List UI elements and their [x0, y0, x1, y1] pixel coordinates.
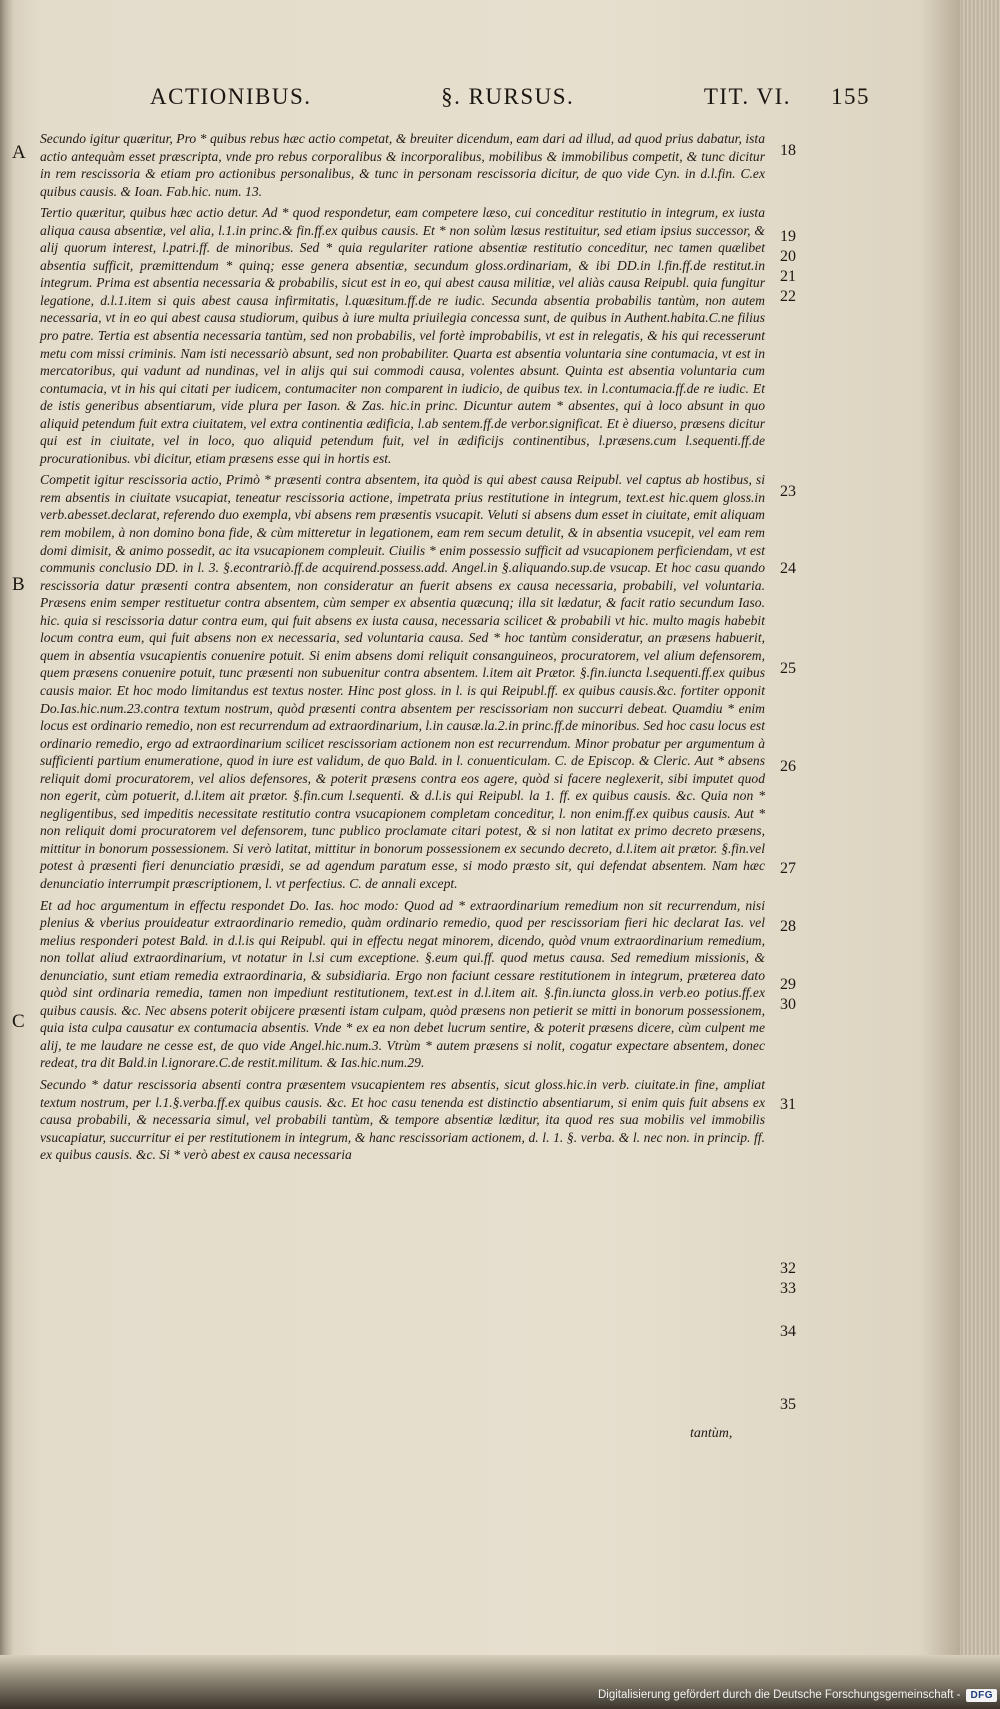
margin-number: 27 — [780, 860, 796, 877]
paragraph: Tertio quæritur, quibus hæc actio detur. Ad * quod respondetur, eam competere læso, cui conceditur restitutio in integrum, ex iusta aliqua causa absentiæ, vel alia, l.1.in princ.& fin.ff.ex quibus causis. Et * non solùm læsus restituitur, sed etiam ipsius successor, & alij quorum interest, l.patri.ff. de minoribus. Sed * quia regulariter ratione absentiæ restitutio conceditur, nec tamen quælibet absentia sufficit, præmittendum * quinq; esse genera absentiæ, secundum gloss.ordinariam, & ibi DD.in l.fin.ff.de restitut.in integrum. Prima est absentia necessaria & probabilis, sicut est in eo, qui abest causa militiæ, vel aliàs causa Reipubl. quia fungitur legatione, d.l.1.item si quis abest causa infirmitatis, l.quæsitum.ff.de re iudic. Secunda absentia probabilis tantùm, non autem necessaria, vt in eo qui abest causa studiorum, quibus à iure multa priuilegia concessa sunt, de quibus in Authent.habita.C.ne filius pro patre. Tertia est absentia necessaria tantùm, sed non probabilis, vel fortè improbabilis, vt est in relegatis, & his qui recesserunt metu com missi criminis. Nam isti necessariò absunt, sed non probabiliter. Quarta est absentia voluntaria sine contumacia, vt est in mercatoribus, qui vadunt ad nundinas, vel in alijs qui sui commodi causa, volentes absunt. Quinta est absentia voluntaria cum contumacia, vt in his qui citati per iudicem, contumaciter non comparent in iudicio, de quibus tex. in l.contumacia.ff.de re iudic. Et de istis generibus absentiarum, vide plura per Iason. & Zas. hic.in princ. Dicuntur autem * absentes, qui à loco absunt in quo aliquid petendum fuit extra ciuitatem, vel extra continentia ædificia, l.ab sentem.ff.de verbor.significat. Et è diuerso, præsens dicitur qui est in ciuitate, vel in loco, quo aliquid petendum fuit, vel in ædificijs continentibus, l.præsens.cum l.sequenti.ff.de procurationibus. vbi dicitur, etiam præsens esse qui in hortis est. — [40, 205, 765, 466]
margin-number: 34 — [780, 1323, 796, 1340]
margin-number: 33 — [780, 1280, 796, 1297]
section-letter-b: B — [12, 574, 25, 595]
margin-number: 31 — [780, 1096, 796, 1113]
paragraph: Secundo * datur rescissoria absenti contra præsentem vsucapientem res absentis, sicut gloss.hic.in verb. ciuitate.in fine, ampliat textum nostrum, per l.1.§.verba.ff.ex quibus causis. &c. Et hoc casu tenenda est distinctio absentiarum, si enim quis fuit absens ex causa probabili, & necessaria simul, vel probabili tantùm, & tempore absentiæ læditur, ita quod res sua mobilis vel immobilis vsucapiatur, succurritur ei per restitutionem in integrum, & hanc rescissoriam actionem, d. l. 1. §. verba. & l. nec non. in princip. ff. ex quibus causis. &c. Si * verò abest ex causa necessaria — [40, 1076, 765, 1163]
margin-number: 35 — [780, 1396, 796, 1413]
page-number: 155 — [831, 84, 870, 109]
page-edge — [960, 0, 1000, 1700]
digitization-footer — [598, 1684, 997, 1706]
section-letter-a: A — [12, 142, 26, 163]
margin-number: 23 — [780, 483, 796, 500]
paragraph: Secundo igitur quæritur, Pro * quibus rebus hæc actio competat, & breuiter dicendum, eam dari ad illud, ad quod prius dabatur, ista actio antequàm esset præscripta, vnde pro rebus corporalibus & incorporalibus, mobilibus & immobilibus competit, & tunc dicitur in rem rescissoria & etiam pro actionibus personalibus, & tunc in personam rescissoria dicitur, de quo vide Cyn. in d.l.fin. C.ex quibus causis. & Ioan. Fab.hic. num. 13. — [40, 131, 765, 199]
running-head-word-1: ACTIONIBUS. — [150, 84, 312, 109]
running-head-word-3: TIT. VI. — [703, 84, 791, 109]
paragraph: Competit igitur rescissoria actio, Primò * præsenti contra absentem, ita quòd is qui abest causa Reipubl. vel captus ab hostibus, si rem absentis in ciuitate vsucapiat, teneatur rescissoria actione, impetrata prius restitutione in integrum, text.est hic.quem gloss.in verb.abesset.declarat, referendo duo exempla, vbi absens rem præsentis vsucapit. Veluti si absens dum esset in ciuitate, emit aliquam rem mobilem, à non domino bona fide, & cùm mitteretur in legationem, eam rem secum detulit, & in absentia vsucepit, vel eam rem domi dimisit, & animo possedit, ac ita vsucapionem compleuit. Ciuilis * enim possessio sufficit ad vsucapionem perficiendam, vt est communis conclusio DD. in l. 3. §.econtrariò.ff.de acquirend.possess.add. Angel.in §.aliquando.sup.de vsucap. Et hoc casu quando rescissoria datur præsenti contra absentem, non consideratur an fuerit absens ex causa necessaria, probabili, vel voluntaria. Præsens enim semper restituetur contra absentem, cùm semper ex absentia quæcunq; illa sit lædatur, & facit ratio secundum Iaso. hic. quia si rescissoria datur contra eum, qui fuit absens ex iusta causa, necessaria scilicet & probabili vt hic. multo magis habebit locum contra eum, qui fuit absens non ex necessaria, sed voluntaria causa. Sed * hoc tantùm consideratur, an præsens habuerit, quem in absentia vsucapientis conuenire potuit. Si enim absens domi reliquit consanguineos, procuratorem, vel alium defensorem, quem præsens conuenire potuit, tunc præsenti non subuenitur contra absentem. l.item ait Prætor. §.fin.iuncta l.sequenti.ff.ex quibus causis maior. Et hoc modo limitandus est textus noster. Hinc post gloss. in l. is qui Reipubl.ff. ex quibus causis.&c. fortiter opponit Do.Ias.hic.num.23.contra textum nostrum, quòd præsenti contra absentem per rescissoriam non succurri debeat. Quamdiu * enim locus est ordinario remedio, non est recurrendum ad extraordinarium, l.in causæ.la.2.in princ.ff.de minoribus. Sed hoc casu locus est ordinario remedio, ergo ad extraordinarium scilicet rescissoriam actionem non est recurrendum. Minor probatur per argumentum à sufficienti partium enumeratione, quod in iure est validum, de quo Bald. in l. conuenticulam. C. de Episcop. & Cleric. Aut * absens reliquit domi procuratorem, vel alios defensores, & poterit præsens contra eos agere, quòd si facere neglexerit, sibi imputet quod non egerit, cùm potuerit, d.l.item ait prætor. §.fin.cum l.sequenti. & d.l.is qui Reipubl. la 1. ff. ex quibus causis. &c. Quia non * negligentibus, sed impeditis necessitate restitutio contra vsucapionem completam conceditur, l. non enim.ff.ex quibus causis. Aut * non reliquit domi procuratorem vel defensorem, tunc publico proclamate citari potest, & si non latitat ex primo decreto præsens, mittitur in bonorum possessionem. Si verò latitat, mittitur in bonorum possessionem ex secundo decreto, d.l.item ait prætor. §.fin.vel potest à præsenti fieri denunciatio præsidi, se ad agendum paratum esse, si modo præsto sit, qui defendat absentem. Nam hæc denunciatio interrumpit præscriptionem, l. vt perfectius. C. de annali except. — [40, 472, 765, 891]
margin-number: 24 — [780, 560, 796, 577]
catchword: tantùm, — [690, 1426, 733, 1441]
margin-number: 22 — [780, 288, 796, 305]
margin-number: 28 — [780, 918, 796, 935]
margin-number: 21 — [780, 268, 796, 285]
running-head-title — [150, 84, 831, 110]
dfg-logo: DFG — [966, 1689, 997, 1702]
margin-number: 19 — [780, 228, 796, 245]
margin-number: 26 — [780, 758, 796, 775]
margin-number: 20 — [780, 248, 796, 265]
main-text-column — [40, 130, 765, 1168]
running-head-word-2: §. RURSUS. — [441, 84, 575, 109]
margin-number: 29 — [780, 976, 796, 993]
margin-number: 18 — [780, 142, 796, 159]
section-letter-c: C — [12, 1011, 25, 1032]
margin-number: 32 — [780, 1260, 796, 1277]
paragraph: Et ad hoc argumentum in effectu respondet Do. Ias. hoc modo: Quod ad * extraordinarium remedium non sit recurrendum, nisi plenius & vberius prouideatur extraordinario remedio, quàm ordinario remedio, quod per rescissoriam fieri hic declarat Ias. vel melius responderi potest Bald. in d.l.is qui Reipubl. qui in effectu negat minorem, dicendo, quòd vnum extraordinarium remedium, non tollat aliud extraordinarium, vt notatur in l.si cum exceptione. §.eum qui.ff. quod metus causa. Sed remedium missionis, & denunciatio, sunt etiam remedia extraordinaria, & subsidiaria. Ergo non faciunt cessare restitutionem in integrum, præterea dato quòd sint ordinaria remedia, tamen non impediunt restitutionem, text.est in d.l.item ait. §.fin.iuncta gloss.in verb.eo potius.ff.ex quibus causis. &c. Nec absens poterit obijcere præsenti istam culpam, quòd præsens non petierit se mitti in bonorum possessionem, quia ista culpa causatur ex contumacia absentis. Vnde * ex ea non debet lucrum sentire, & poterit præsens dicere, cùm culpent me alij, te me laudare ne cesse est, de quo vide Angel.hic.num.3. Vtrùm * autem præsens si nolit, cogatur expectare absentem, donec redeat, tra dit Bald.in l.ignorare.C.de restit.militum. & Ias.hic.num.29. — [40, 897, 765, 1071]
margin-number: 25 — [780, 660, 796, 677]
margin-number: 30 — [780, 996, 796, 1013]
footer-credit-text: Digitalisierung gefördert durch die Deutsche Forschungsgemeinschaft - — [598, 1689, 961, 1701]
running-head — [150, 84, 870, 118]
